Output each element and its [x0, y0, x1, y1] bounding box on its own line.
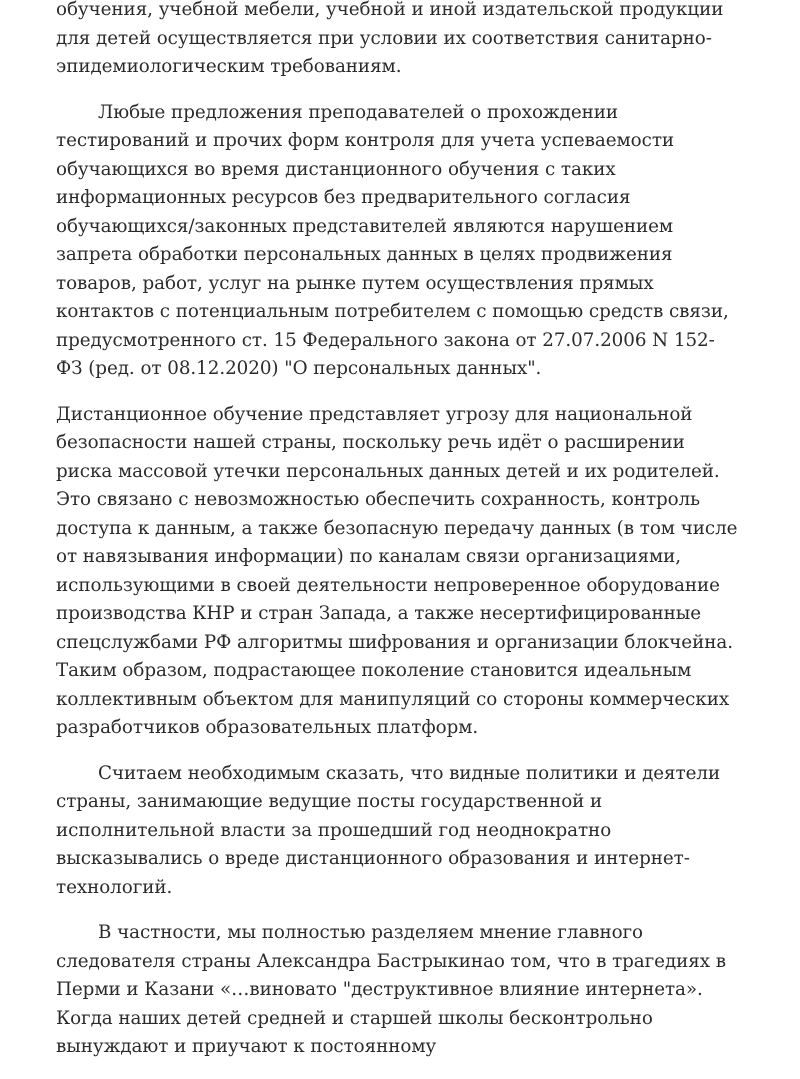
paragraph-teacher-proposals: Любые предложения преподавателей о прохождении тестирований и прочих форм контроля для учета успеваемости обучающихся во время дистанционного обучения с таких информационных ресурсов без предварительного согласия обучающихся/законных представителей являются нарушением запрета обработки персональных данных в целях продвижения товаров, работ, услуг на рынке путем осуществления прямых контактов с потенциальным потребителем с помощью средств связи, предусмотренного ст. 15 Федерального закона от 27.07.2006 N 152-ФЗ (ред. от 08.12.2020) "О персональных данных". [56, 101, 729, 379]
paragraph-sanitary-requirements: обучения, учебной мебели, учебной и иной издательской продукции для детей осуществляется при условии их соответствия санитарно-эпидемиологическим требованиям. [56, 0, 724, 77]
article-body [56, 0, 740, 1079]
paragraph-national-security: Дистанционное обучение представляет угрозу для национальной безопасности нашей страны, поскольку речь идёт о расширении риска массовой утечки персональных данных детей и их родителей. Это связано с невозможностью обеспечить сохранность, контроль доступа к данным, а также безопасную передачу данных (в том числе от навязывания информации) по каналам связи организациями, использующими в своей деятельности непроверенное оборудование производства КНР и стран Запада, а также несертифицированные спецслужбами РФ алгоритмы шифрования и организации блокчейна. Таким образом, подрастающее поколение становится идеальным коллективным объектом для манипуляций со стороны коммерческих разработчиков образовательных платформ. [56, 403, 738, 738]
paragraph-investigator-opinion: В частности, мы полностью разделяем мнение главного следователя страны Александра Бастрыкинао том, что в трагедиях в Перми и Казани «…виновато "деструктивное влияние интернета». Когда наших детей средней и старшей школы бесконтрольно вынуждают и приучают к постоянному [56, 922, 727, 1057]
paragraph-politicians-opinion: Считаем необходимым сказать, что видные политики и деятели страны, занимающие ведущие посты государственной и исполнительной власти за прошедший год неоднократно высказывались о вреде дистанционного образования и интернет-технологий. [56, 762, 721, 898]
